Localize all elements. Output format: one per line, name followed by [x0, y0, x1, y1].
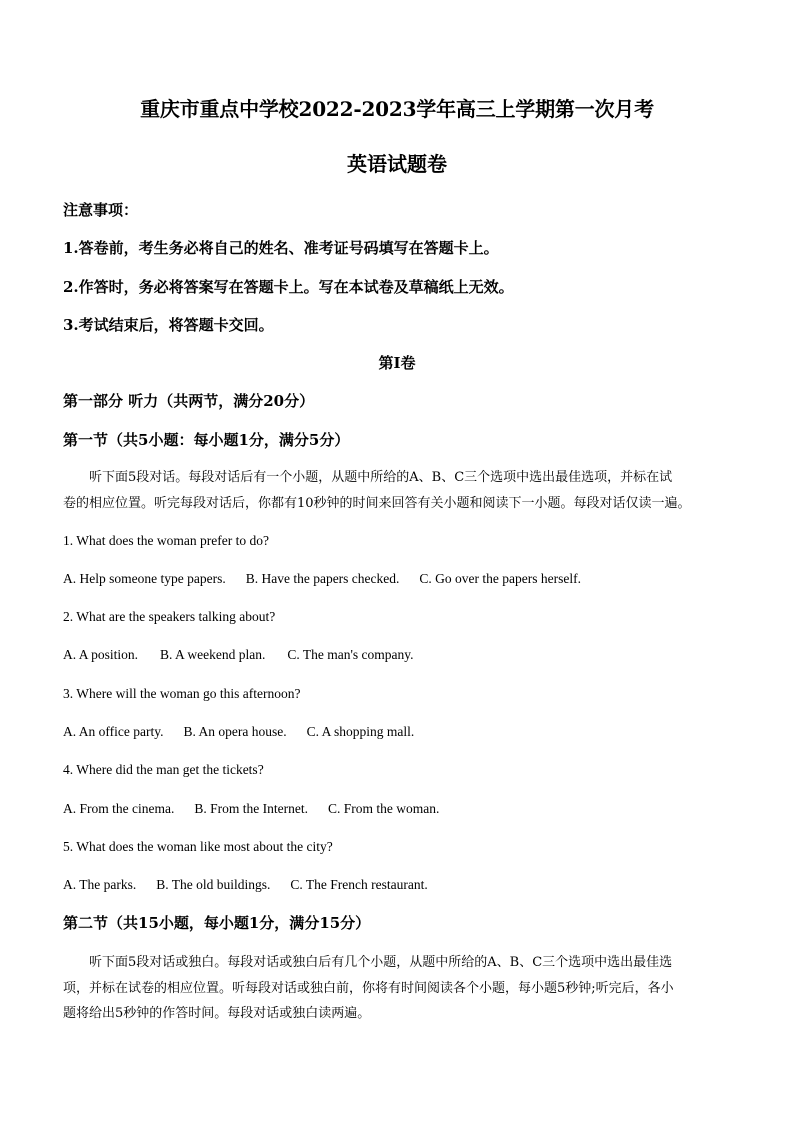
question-stem: 1. What does the woman prefer to do?: [63, 533, 269, 548]
option-a: A. An office party.: [63, 724, 164, 739]
option-a: A. From the cinema.: [63, 801, 175, 816]
question-options: [63, 876, 428, 894]
option-a: A. Help someone type papers.: [63, 571, 226, 586]
notice-item: 2.作答时，务必将答案写在答题卡上。写在本试卷及草稿纸上无效。: [63, 278, 514, 296]
option-b: B. Have the papers checked.: [245, 571, 400, 586]
instruction-line: 听下面5段对话。每段对话后有一个小题，从题中所给的A、B、C三个选项中选出最佳选项，并标在试: [89, 470, 673, 485]
question-options: [63, 570, 581, 588]
question-options: [63, 646, 414, 664]
option-c: C. A shopping mall.: [306, 724, 415, 739]
option-b: B. From the Internet.: [194, 801, 308, 816]
question-options: [63, 723, 414, 741]
option-b: B. A weekend plan.: [160, 647, 266, 662]
exam-subtitle: 英语试题卷: [347, 152, 447, 176]
option-c: C. The French restaurant.: [290, 877, 428, 892]
option-a: A. A position.: [63, 647, 139, 662]
question-stem: 2. What are the speakers talking about?: [63, 609, 276, 624]
volume-label: 第I卷: [378, 354, 416, 372]
option-c: C. The man's company.: [287, 647, 414, 662]
section1-instructions: [63, 465, 733, 516]
notice-heading: 注意事项：: [63, 201, 139, 219]
exam-title: 重庆市重点中学校2022-2023学年高三上学期第一次月考: [140, 97, 654, 121]
instruction-line: 题将给出5秒钟的作答时间。每段对话或独白读两遍。: [63, 1006, 371, 1022]
part1-heading: 第一部分 听力（共两节，满分20分）: [63, 392, 315, 410]
instruction-line: 卷的相应位置。听完每段对话后，你都有10秒钟的时间来回答有关小题和阅读下一小题。每段对话仅读一遍。: [63, 495, 691, 511]
section2-heading: 第二节（共15小题，每小题1分，满分15分）: [63, 914, 371, 932]
question-stem: 4. Where did the man get the tickets?: [63, 762, 264, 777]
option-b: B. An opera house.: [183, 724, 287, 739]
notice-item: 3.考试结束后，将答题卡交回。: [63, 316, 274, 334]
option-c: C. Go over the papers herself.: [419, 571, 581, 586]
option-c: C. From the woman.: [327, 801, 440, 816]
option-b: B. The old buildings.: [156, 877, 271, 892]
instruction-line: 项，并标在试卷的相应位置。听每段对话或独白前，你将有时间阅读各个小题，每小题5秒钟;听完后，各小: [63, 980, 674, 996]
notice-item: 1.答卷前，考生务必将自己的姓名、准考证号码填写在答题卡上。: [63, 239, 499, 257]
section2-instructions: [63, 950, 733, 1027]
question-stem: 5. What does the woman like most about the city?: [63, 839, 333, 854]
question-stem: 3. Where will the woman go this afternoon?: [63, 686, 301, 701]
option-a: A. The parks.: [63, 877, 137, 892]
instruction-line: 听下面5段对话或独白。每段对话或独白后有几个小题，从题中所给的A、B、C三个选项中选出最佳选: [89, 955, 673, 970]
question-options: [63, 800, 439, 818]
section1-heading: 第一节（共5小题：每小题1分，满分5分）: [63, 431, 350, 449]
